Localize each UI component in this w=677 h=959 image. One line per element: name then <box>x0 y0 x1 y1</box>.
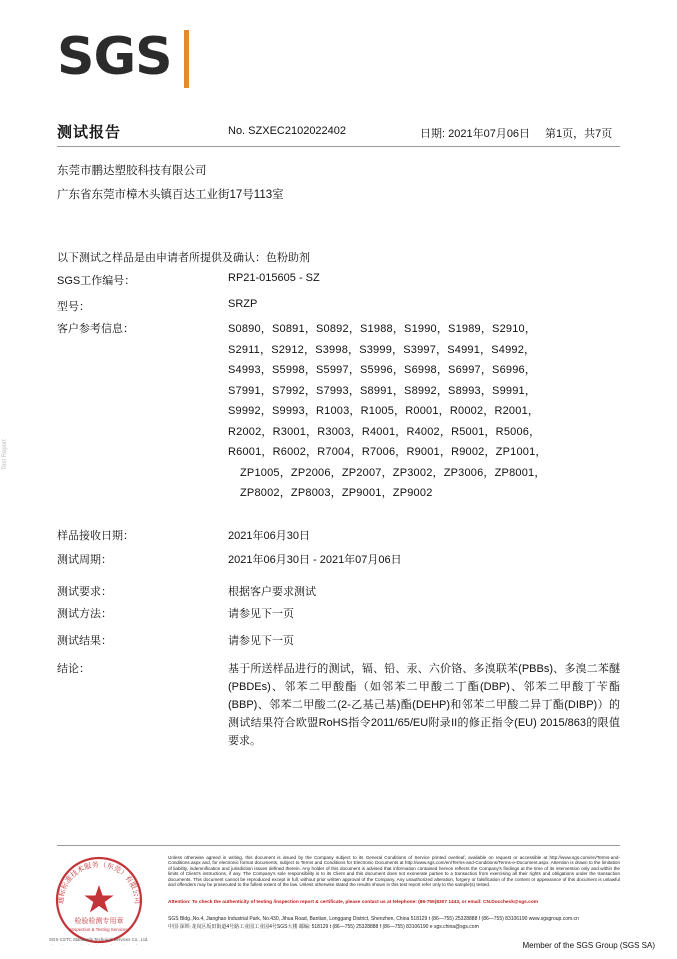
field-label-model: 型号： <box>57 301 90 313</box>
field-value-job-no: RP21-015605 - SZ <box>228 272 320 284</box>
footer-divider <box>57 845 620 846</box>
svg-text:检验检测专用章: 检验检测专用章 <box>74 917 124 925</box>
svg-text:Shenzhen Branch Electrical & E <box>49 944 153 945</box>
page-title: 测试报告 <box>57 124 122 141</box>
report-date: 日期: 2021年07月06日 <box>420 128 531 140</box>
field-value-model: SRZP <box>228 298 258 310</box>
client-ref-line: ZP1005，ZP2006，ZP2007，ZP3002，ZP3006，ZP8001， <box>240 466 546 479</box>
svg-text:Inspection & Testing Services: Inspection & Testing Services <box>70 927 128 932</box>
client-ref-line: S9992，S9993，R1003，R1005，R0001，R0002，R2001， <box>228 405 540 417</box>
footer-attention-text: Attention: To check the authenticity of testing /inspection report & certificate, please contact us at telephone: (86-755)8307 1443, or email: CN.Doccheck@sgs.com <box>168 900 539 905</box>
footer-address-en-line: 中国·深圳·龙岗区坂田街道4号路工业园工业园4号SGS大楼 邮编: 518129 t (86—755) 25328888 f (86—755) 83106190 e sgs.china@sgs.com <box>168 923 479 930</box>
svg-text:SGS-CSTC Standards Technical S: SGS-CSTC Standards Technical Services Co., Ltd. <box>49 937 149 942</box>
field-label-conclusion: 结论： <box>57 663 90 675</box>
field-label-client-reference: 客户参考信息： <box>57 323 134 335</box>
client-ref-line: S0890，S0891，S0892，S1988，S1990，S1989，S2910， <box>228 323 537 335</box>
client-ref-line: S2911，S2912，S3998，S3999，S3997，S4991，S4992， <box>228 343 536 356</box>
footer-member-line: Member of the SGS Group (SGS SA) <box>522 941 655 950</box>
sample-statement: 以下测试之样品是由申请者所提供及确认：色粉助剂 <box>57 252 310 264</box>
client-ref-line: R2002，R3001，R3003，R4001，R4002，R5001，R5006， <box>228 425 541 438</box>
header-divider <box>57 146 620 147</box>
field-value-test-result: 请参见下一页 <box>228 635 294 647</box>
client-ref-line: S7991，S7992，S7993，S8991，S8992，S8993，S9991， <box>228 384 537 397</box>
client-ref-line: ZP8002，ZP8003，ZP9001，ZP9002 <box>240 487 433 499</box>
footer-address-cn-line: SGS Bldg.,No.4, Jianghao Industrial Park, No.430, Jihua Road, Bantian, Longgang District, Shenzhen, China 518129 t (86—755) 25328888 f (86—755) 83106190 www.sgsgroup.com.cn <box>168 916 579 922</box>
field-value-test-method: 请参见下一页 <box>228 608 294 620</box>
page-counter: 第1页，共7页 <box>545 128 613 140</box>
footer-legal-text: Unless otherwise agreed in writing, this document is issued by the Company subject to its General Conditions of Service printed overleaf, available on request or accessible at http://www.sgs.com/en/Terms-and-Conditions.aspx and, for electronic format documents, subject to Terms and Conditions for Electronic Documents at http://www.sgs.com/en/Terms-and-Conditions/Terms-e-Document.aspx. Attention is drawn to the limitation of liability, indemnification and jurisdiction issues defined therein. Any holder of this document is advised that information contained hereon reflects the Company's findings at the time of its intervention only and within the limits of Client's instructions, if any. The Company's sole responsibility is to its Client and this document does not exonerate parties to a transaction from exercising all their rights and obligations under the transaction documents. This document cannot be reproduced except in full, without prior written approval of the Company. Any unauthorized alteration, forgery or falsification of the content or appearance of this document is unlawful and offenders may be prosecuted to the fullest extent of the law. Unless otherwise stated the results shown in this test report refer only to the sample(s) tested. <box>168 855 620 888</box>
client-ref-line: R6001，R6002，R7004，R7006，R9001，R9002，ZP1001， <box>228 446 547 458</box>
client-ref-line: S4993，S5998，S5997，S5996，S6998，S6997，S6996， <box>228 364 537 376</box>
field-label-job-no: SGS工作编号： <box>57 275 136 287</box>
field-value-test-requirement: 根据客户要求测试 <box>228 586 316 598</box>
field-value-test-period: 2021年06月30日 - 2021年07月06日 <box>228 554 402 566</box>
sgs-logo <box>57 28 187 90</box>
field-label-test-method: 测试方法： <box>57 608 112 620</box>
field-label-receive-date: 样品接收日期： <box>57 530 134 542</box>
sgs-logo-text: SGS <box>57 27 172 87</box>
field-value-client-reference <box>228 319 620 504</box>
sgs-logo-accent-bar <box>184 30 189 88</box>
svg-text:通标标准技术服务（东莞）有限公司: 通标标准技术服务（东莞）有限公司 <box>55 859 143 905</box>
field-label-test-period: 测试周期： <box>57 554 112 566</box>
field-value-conclusion: 基于所送样品进行的测试，镉、铅、汞、六价铬、多溴联苯(PBBs)、多溴二苯醚(PBDEs)、邻苯二甲酸酯（如邻苯二甲酸二丁酯(DBP)、邻苯二甲酸丁苄酯(BBP)、邻苯二甲酸二(2-乙基己基)酯(DEHP)和邻苯二甲酸二异丁酯(DIBP)）的测试结果符合欧盟RoHS指令2011/65/EU附录II的修正指令(EU) 2015/863的限值要求。 <box>228 663 620 747</box>
field-label-test-requirement: 测试要求： <box>57 586 112 598</box>
field-label-test-result: 测试结果： <box>57 635 112 647</box>
footer-address-block <box>168 916 620 931</box>
client-address: 广东省东莞市樟木头镇百达工业街17号113室 <box>57 189 284 201</box>
report-number: No. SZXEC2102022402 <box>228 125 347 137</box>
field-value-receive-date: 2021年06月30日 <box>228 530 310 542</box>
left-edge-watermark: Test Report <box>2 439 8 470</box>
company-seal-stamp <box>47 855 155 945</box>
client-company-name: 东莞市鹏达塑胶科技有限公司 <box>57 165 207 177</box>
